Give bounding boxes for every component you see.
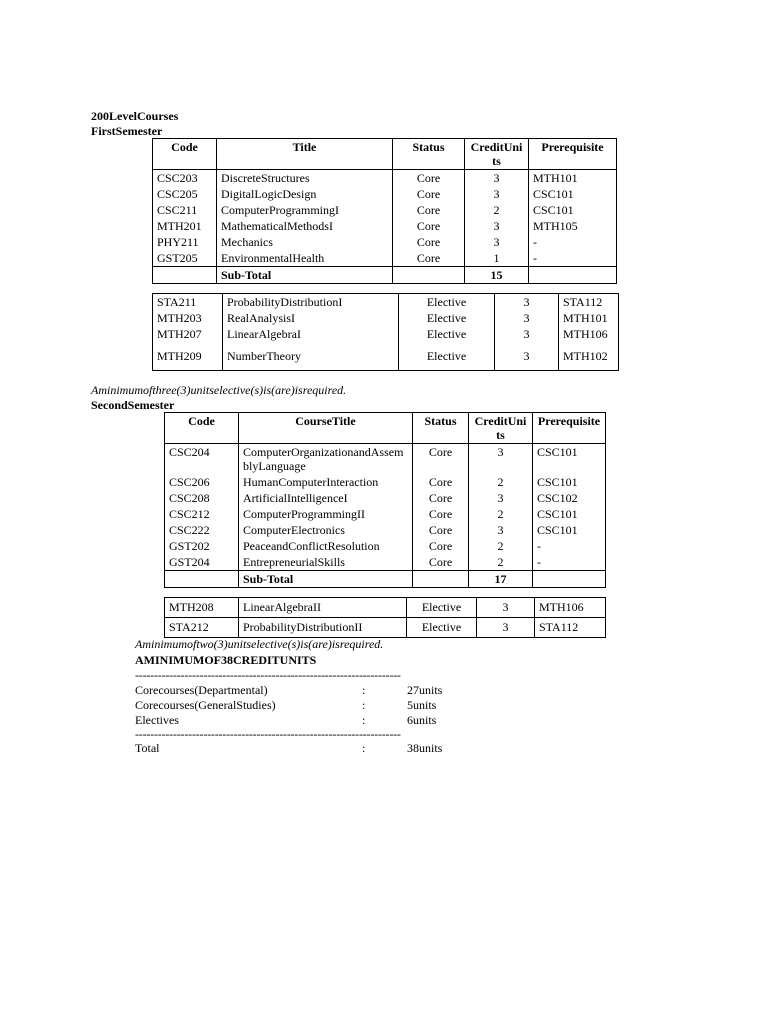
prerequisite: MTH102 [559,342,619,370]
course-title: ArtificialIntelligenceI [239,490,413,506]
prerequisite: CSC101 [529,186,617,202]
credit-units: 3 [465,170,529,187]
dashed-divider: ---------------------------------------------------------------------- [135,727,401,741]
second-semester-electives-table [164,597,606,638]
header-code: Code [165,413,239,444]
credit-units: 3 [465,186,529,202]
table-row [153,202,617,218]
table-row [165,490,606,506]
second-semester-core-table [164,412,606,588]
course-title: MathematicalMethodsI [217,218,393,234]
second-semester-label: SecondSemester [91,398,175,412]
prerequisite: - [529,250,617,267]
course-status: Core [413,474,469,490]
first-semester-label: FirstSemester [91,124,163,138]
prerequisite: - [529,234,617,250]
course-code: MTH207 [153,326,223,342]
course-code: CSC222 [165,522,239,538]
prerequisite: MTH101 [559,310,619,326]
summary-title: AMINIMUMOF38CREDITUNITS [135,653,317,667]
prerequisite: CSC101 [533,474,606,490]
course-title: LinearAlgebraII [239,598,407,618]
course-title: EntrepreneurialSkills [239,554,413,571]
table-row [153,342,619,370]
prerequisite: - [533,554,606,571]
summary-label: Corecourses(GeneralStudies) [135,698,276,712]
table-row [165,598,606,618]
header-status: Status [393,139,465,170]
prerequisite: CSC101 [533,506,606,522]
course-status: Elective [399,326,495,342]
course-status: Core [413,490,469,506]
course-title: Mechanics [217,234,393,250]
course-code: GST205 [153,250,217,267]
credit-units: 3 [465,218,529,234]
course-title: ComputerOrganizationandAssemblyLanguage [239,444,413,475]
course-status: Core [413,554,469,571]
prerequisite: CSC101 [533,444,606,475]
table-row [165,554,606,571]
table-header-row [165,413,606,444]
credit-units: 3 [495,310,559,326]
table-row [153,294,619,311]
header-title: Title [217,139,393,170]
course-status: Core [393,250,465,267]
prerequisite: MTH101 [529,170,617,187]
credit-units: 3 [469,490,533,506]
credit-units: 2 [469,506,533,522]
table-row [153,218,617,234]
credit-units: 3 [469,444,533,475]
credit-units: 3 [469,522,533,538]
credit-units: 2 [469,554,533,571]
course-code: MTH209 [153,342,223,370]
course-status: Core [413,444,469,475]
total-label: Total [135,741,160,755]
course-status: Core [393,202,465,218]
course-status: Core [393,218,465,234]
course-code: MTH201 [153,218,217,234]
summary-colon: : [362,683,366,697]
course-title: ProbabilityDistributionI [223,294,399,311]
course-status: Elective [399,310,495,326]
prerequisite: STA112 [535,618,606,638]
summary-value: 5units [407,698,437,712]
page-heading: 200LevelCourses [91,109,179,123]
first-semester-core-table [152,138,617,284]
course-code: PHY211 [153,234,217,250]
table-row [165,522,606,538]
course-code: MTH208 [165,598,239,618]
course-code: GST202 [165,538,239,554]
subtotal-row [165,571,606,588]
total-value: 38units [407,741,443,755]
course-status: Elective [407,618,477,638]
prerequisite: MTH106 [559,326,619,342]
course-title: ComputerProgrammingI [217,202,393,218]
course-title: ComputerElectronics [239,522,413,538]
course-title: EnvironmentalHealth [217,250,393,267]
table-row [165,506,606,522]
first-semester-electives-table [152,293,619,371]
summary-colon: : [362,698,366,712]
credit-units: 2 [465,202,529,218]
summary-colon: : [362,713,366,727]
course-code: CSC211 [153,202,217,218]
course-code: CSC205 [153,186,217,202]
course-title: NumberTheory [223,342,399,370]
course-title: LinearAlgebraI [223,326,399,342]
subtotal-label: Sub-Total [239,571,413,588]
course-code: CSC203 [153,170,217,187]
course-title: PeaceandConflictResolution [239,538,413,554]
course-status: Elective [399,342,495,370]
table-row [165,444,606,475]
course-code: STA211 [153,294,223,311]
course-status: Elective [407,598,477,618]
summary-label: Electives [135,713,179,727]
course-code: GST204 [165,554,239,571]
course-status: Core [413,506,469,522]
credit-units: 3 [495,326,559,342]
credit-units: 3 [465,234,529,250]
table-row [153,186,617,202]
prerequisite: CSC101 [533,522,606,538]
credit-units: 3 [495,294,559,311]
second-semester-elective-note: Aminimumoftwo(3)unitselective(s)is(are)isrequired. [135,637,384,651]
table-row [153,250,617,267]
header-prerequisite: Prerequisite [533,413,606,444]
course-status: Core [413,538,469,554]
credit-units: 1 [465,250,529,267]
prerequisite: - [533,538,606,554]
table-row [153,310,619,326]
course-title: DigitalLogicDesign [217,186,393,202]
table-row [165,618,606,638]
first-semester-elective-note: Aminimumofthree(3)unitselective(s)is(are)isrequired. [91,383,347,397]
course-code: CSC204 [165,444,239,475]
header-prerequisite: Prerequisite [529,139,617,170]
table-row [153,170,617,187]
total-colon: : [362,741,366,755]
summary-value: 27units [407,683,443,697]
header-code: Code [153,139,217,170]
subtotal-value: 15 [465,267,529,284]
prerequisite: MTH106 [535,598,606,618]
prerequisite: STA112 [559,294,619,311]
table-row [165,538,606,554]
credit-units: 3 [477,618,535,638]
course-title: DiscreteStructures [217,170,393,187]
dashed-divider: ---------------------------------------------------------------------- [135,668,401,682]
table-row [153,326,619,342]
course-title: HumanComputerInteraction [239,474,413,490]
header-credit-units: CreditUnits [465,139,529,170]
prerequisite: MTH105 [529,218,617,234]
header-course-title: CourseTitle [239,413,413,444]
course-status: Core [413,522,469,538]
course-status: Core [393,186,465,202]
subtotal-value: 17 [469,571,533,588]
credit-units: 2 [469,474,533,490]
course-status: Core [393,170,465,187]
summary-label: Corecourses(Departmental) [135,683,268,697]
course-status: Elective [399,294,495,311]
course-code: STA212 [165,618,239,638]
course-code: CSC206 [165,474,239,490]
table-row [165,474,606,490]
prerequisite: CSC101 [529,202,617,218]
credit-units: 2 [469,538,533,554]
course-code: CSC208 [165,490,239,506]
table-header-row [153,139,617,170]
course-title: RealAnalysisI [223,310,399,326]
table-row [153,234,617,250]
course-status: Core [393,234,465,250]
summary-value: 6units [407,713,437,727]
credit-units: 3 [477,598,535,618]
course-code: MTH203 [153,310,223,326]
subtotal-label: Sub-Total [217,267,393,284]
prerequisite: CSC102 [533,490,606,506]
course-title: ProbabilityDistributionII [239,618,407,638]
course-title: ComputerProgrammingII [239,506,413,522]
header-status: Status [413,413,469,444]
course-code: CSC212 [165,506,239,522]
header-credit-units: CreditUnits [469,413,533,444]
credit-units: 3 [495,342,559,370]
subtotal-row [153,267,617,284]
